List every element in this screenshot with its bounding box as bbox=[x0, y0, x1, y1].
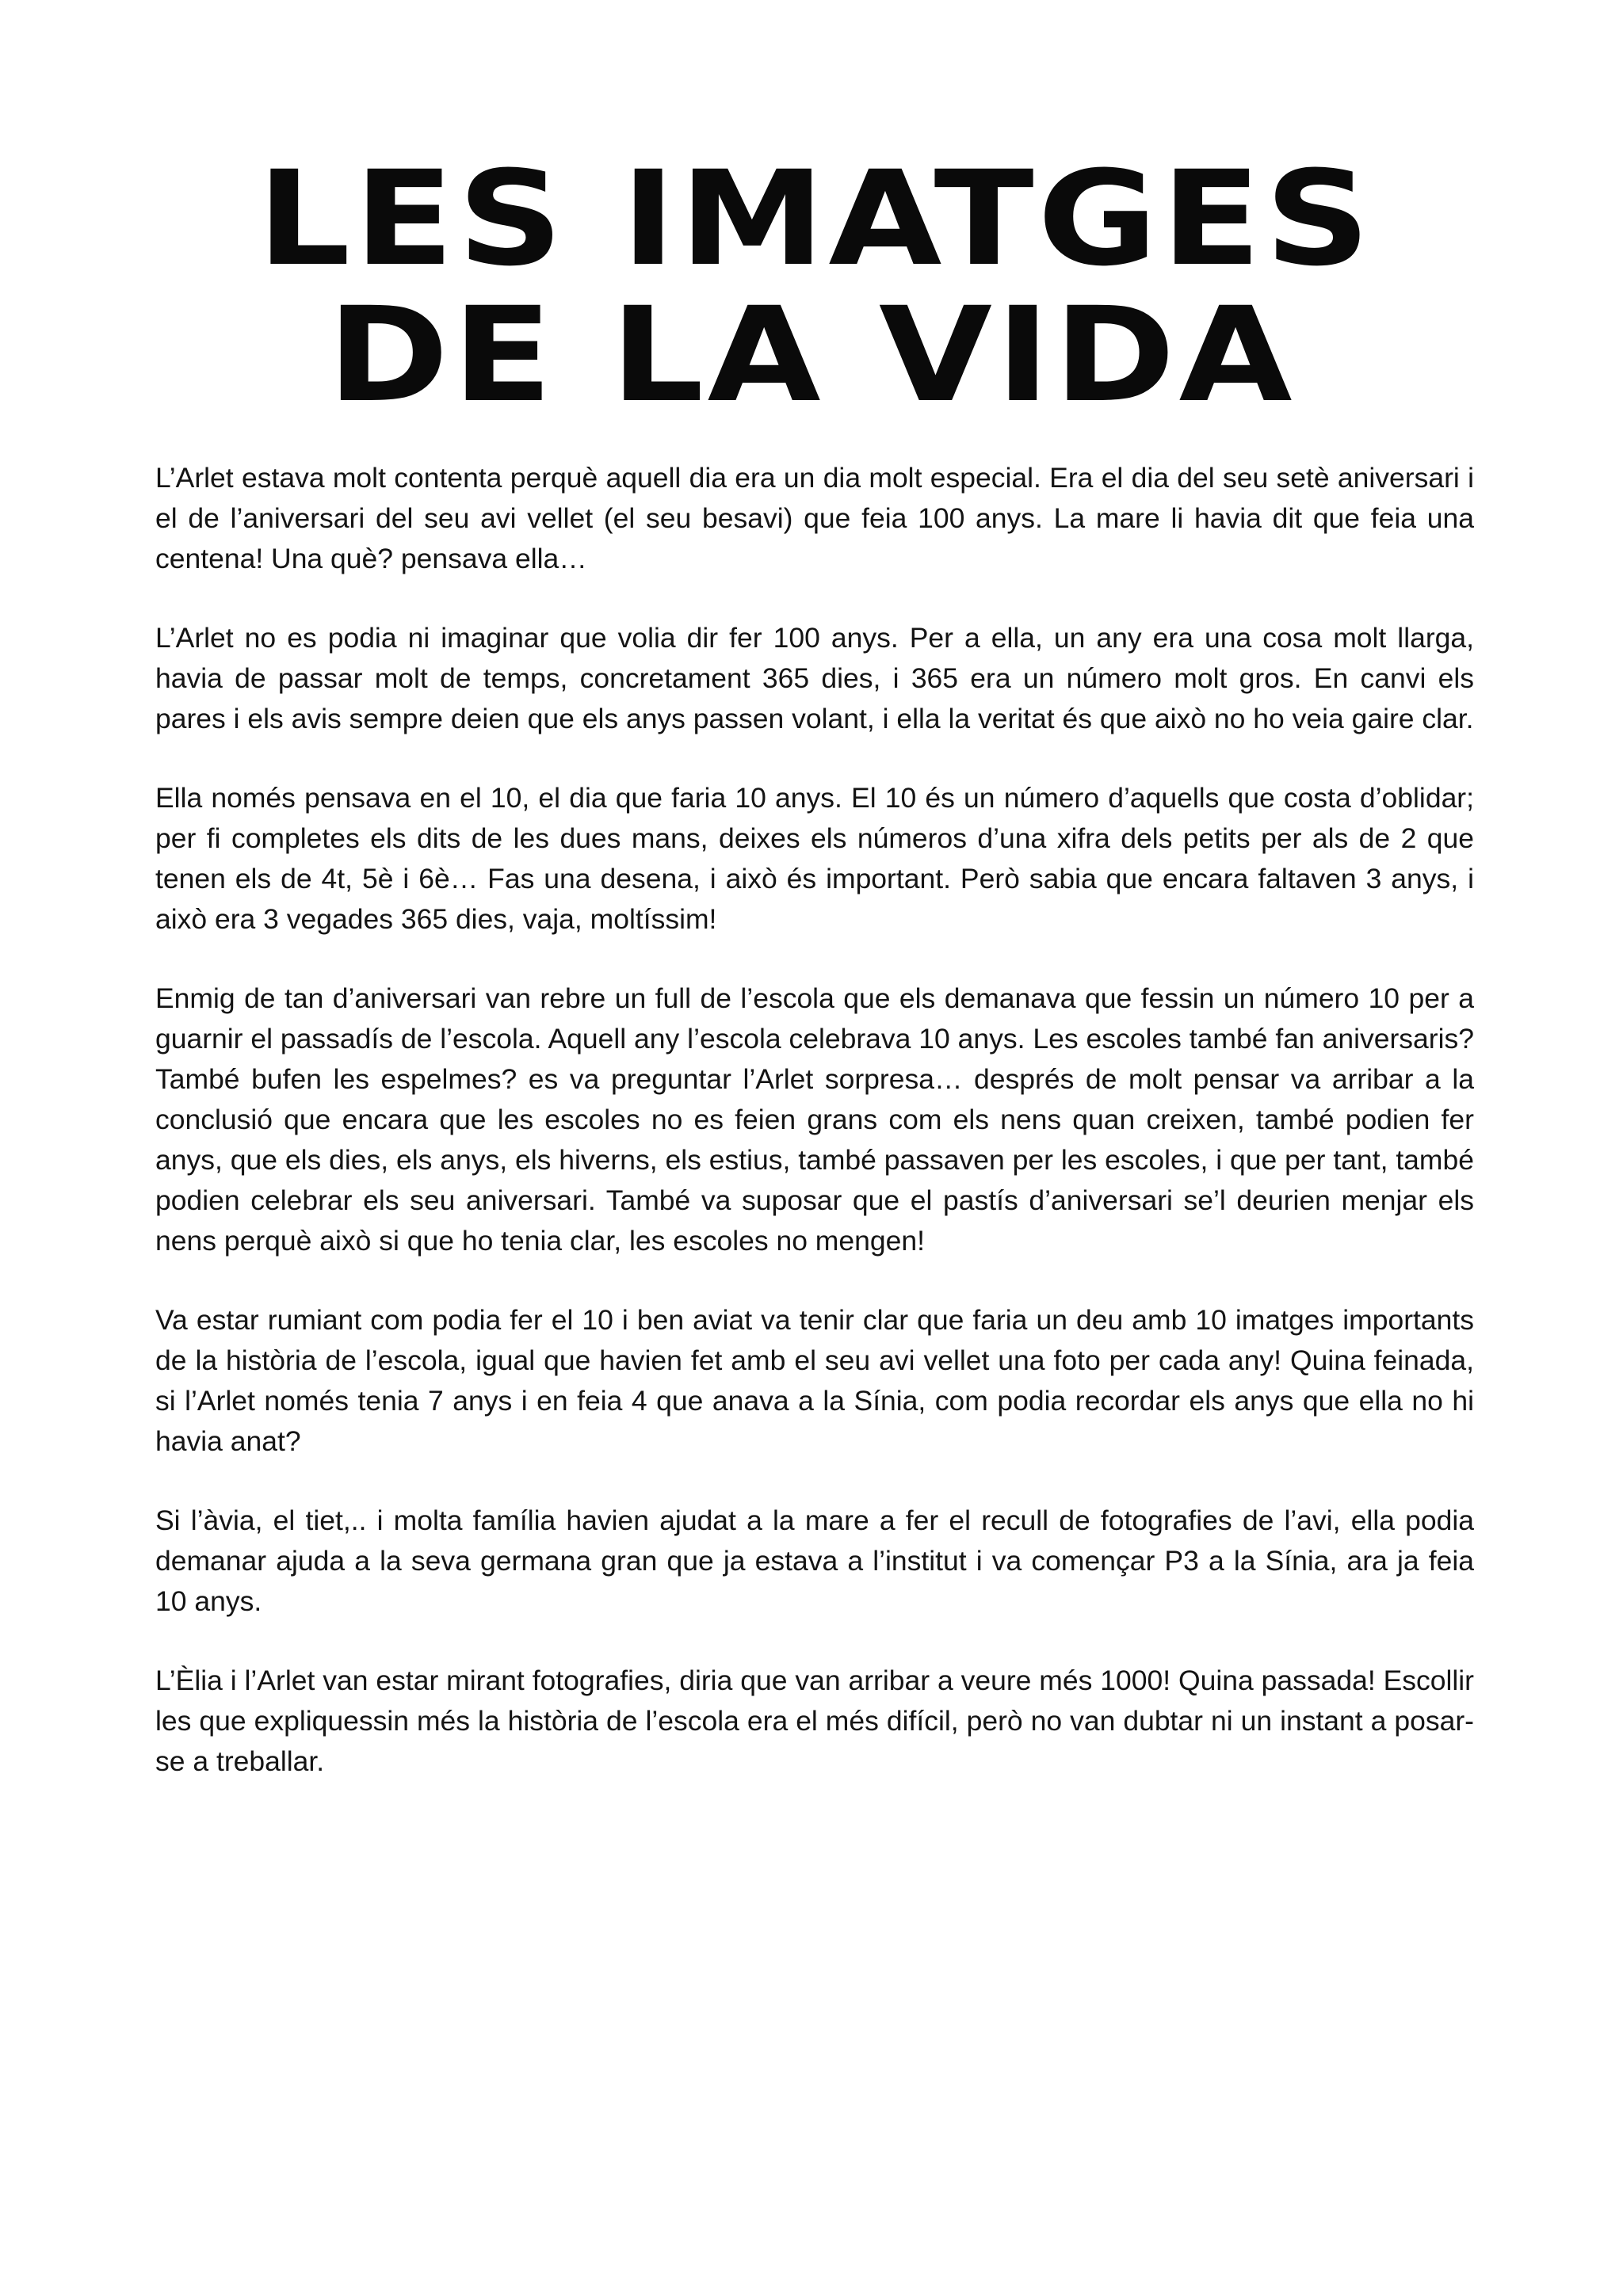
page-title bbox=[0, 143, 1623, 431]
paragraph-7: L’Èlia i l’Arlet van estar mirant fotografies, diria que van arribar a veure més 1000! Quina passada! Escollir les que expliquessin més la història de l’escola era el més difícil, però no van dubtar ni un instant a posar-se a treballar. bbox=[155, 1665, 1474, 1777]
paragraph-2: L’Arlet no es podia ni imaginar que volia dir fer 100 anys. Per a ella, un any era una cosa molt llarga, havia de passar molt de temps, concretament 365 dies, i 365 era un número molt gros. En canvi els pares i els avis sempre deien que els anys passen volant, i ella la veritat és que això no ho veia gaire clar. bbox=[155, 622, 1474, 734]
title-line-1: LES IMATGES bbox=[257, 143, 1374, 295]
paragraph-1: L’Arlet estava molt contenta perquè aquell dia era un dia molt especial. Era el dia del seu setè aniversari i el de l’aniversari del seu avi vellet (el seu besavi) que feia 100 anys. La mare li havia dit que feia una centena! Una què? pensava ella… bbox=[155, 462, 1474, 574]
paragraph-3: Ella només pensava en el 10, el dia que faria 10 anys. El 10 és un número d’aquells que costa d’oblidar; per fi completes els dits de les dues mans, deixes els números d’una xifra dels petits per als de 2 que tenen els de 4t, 5è i 6è… Fas una desena, i això és important. Però sabia que encara faltaven 3 anys, i això era 3 vegades 365 dies, vaja, moltíssim! bbox=[155, 782, 1474, 935]
paragraph-5: Va estar rumiant com podia fer el 10 i ben aviat va tenir clar que faria un deu amb 10 imatges importants de la història de l’escola, igual que havien fet amb el seu avi vellet una foto per cada any! Quina feinada, si l’Arlet només tenia 7 anys i en feia 4 que anava a la Sínia, com podia recordar els anys que ella no hi havia anat? bbox=[155, 1304, 1474, 1457]
paragraph-6: Si l’àvia, el tiet,.. i molta família havien ajudat a la mare a fer el recull de fotografies de l’avi, ella podia demanar ajuda a la seva germana gran que ja estava a l’institut i va començar P3 a la Sínia, ara ja feia 10 anys. bbox=[155, 1505, 1474, 1617]
story-body bbox=[155, 458, 1474, 1821]
title-line-2: DE LA VIDA bbox=[327, 279, 1296, 431]
paragraph-4: Enmig de tan d’aniversari van rebre un full de l’escola que els demanava que fessin un número 10 per a guarnir el passadís de l’escola. Aquell any l’escola celebrava 10 anys. Les escoles també fan aniversaris? També bufen les espelmes? es va preguntar l’Arlet sorpresa… després de molt pensar va arribar a la conclusió que encara que les escoles no es feien grans com els nens quan creixen, també podien fer anys, que els dies, els anys, els hiverns, els estius, també passaven per les escoles, i que per tant, també podien celebrar els seu aniversari. També va suposar que el pastís d’aniversari se’l deurien menjar els nens perquè això si que ho tenia clar, les escoles no mengen! bbox=[155, 982, 1474, 1257]
